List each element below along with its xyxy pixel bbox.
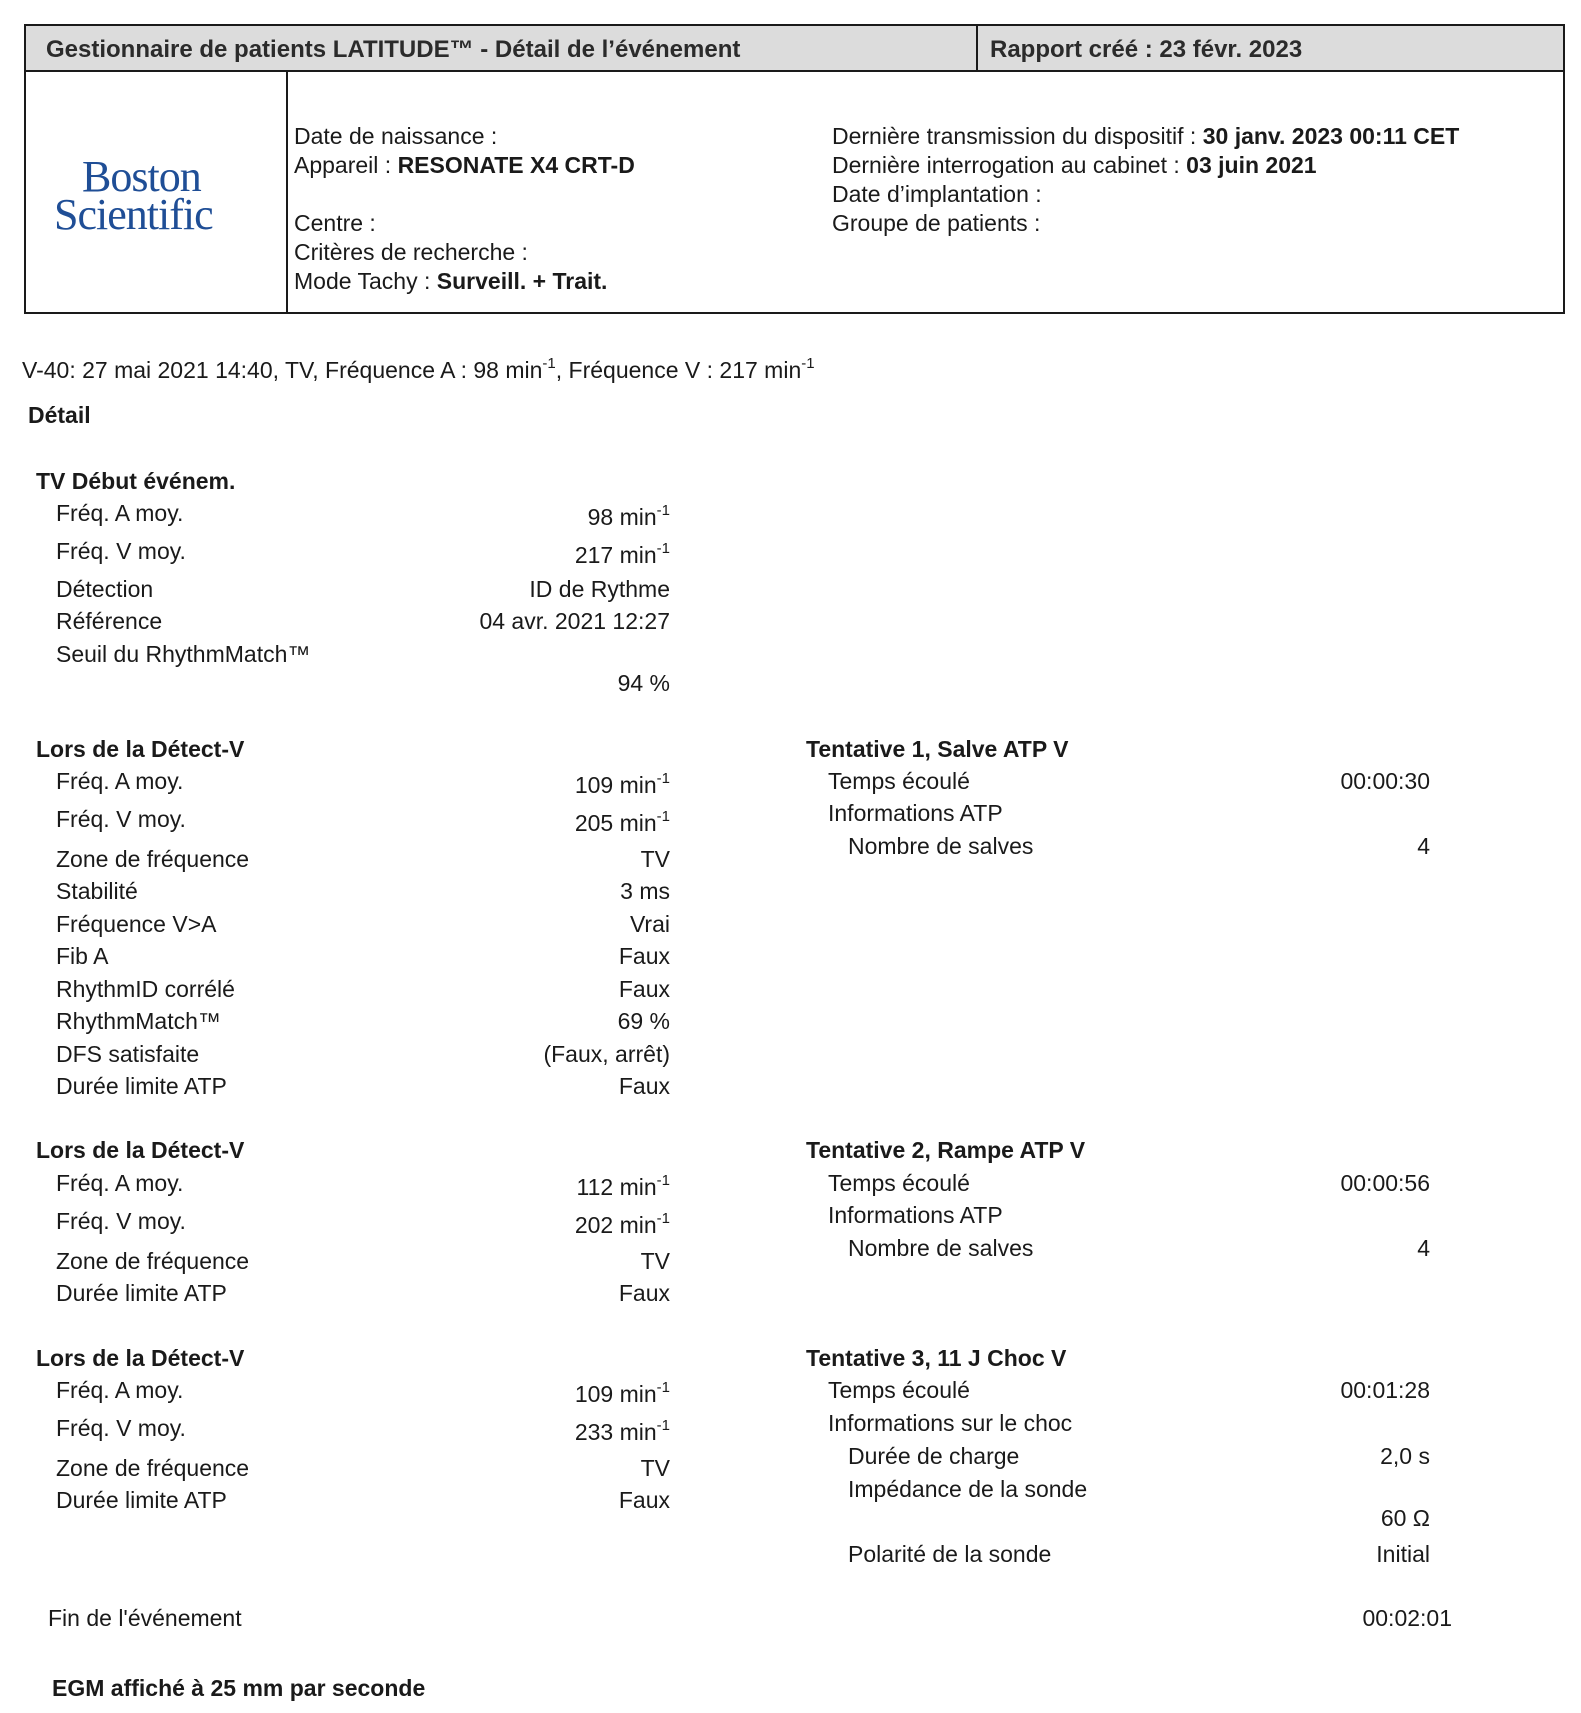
row-label: Informations sur le choc	[828, 1410, 1073, 1436]
end-event-label: Fin de l'événement	[48, 1605, 242, 1631]
header-bar	[26, 26, 1563, 72]
row-label: Fréq. A moy.	[56, 1170, 184, 1196]
end-event-value: 00:02:01	[1362, 1605, 1452, 1631]
row-label: Zone de fréquence	[56, 846, 250, 872]
row-label: Durée limite ATP	[56, 1487, 227, 1513]
row-value: 69 %	[617, 1008, 670, 1034]
section-detect1-title: Lors de la Détect-V	[36, 736, 245, 762]
row-value: 04 avr. 2021 12:27	[479, 608, 670, 634]
row-label: Fréq. V moy.	[56, 538, 186, 564]
patient-info-right	[832, 122, 1459, 238]
row-value: 3 ms	[620, 878, 670, 904]
row-value: Faux	[618, 976, 670, 1002]
center-row: Centre :	[294, 210, 376, 236]
row-value: Faux	[618, 1073, 670, 1099]
row-value: TV	[640, 1248, 670, 1274]
row-value: 00:00:30	[1340, 768, 1430, 794]
report-title: Gestionnaire de patients LATITUDE™ - Détail de l’événement	[46, 36, 741, 63]
row-label: Informations ATP	[828, 800, 1003, 826]
patient-info-left	[294, 122, 635, 296]
row-label: Fréq. A moy.	[56, 500, 184, 526]
section-attempt2-title: Tentative 2, Rampe ATP V	[806, 1137, 1086, 1163]
spacer-row	[294, 180, 635, 209]
row-value: 109 $\min^{-1}$	[574, 770, 670, 798]
row-label: Nombre de salves	[848, 833, 1034, 859]
device-row: Appareil : RESONATE X4 CRT-D	[294, 152, 635, 178]
row-value: TV	[640, 846, 670, 872]
row-value: 4	[1417, 833, 1430, 859]
tachy-mode-row: Mode Tachy : Surveill. + Trait.	[294, 268, 608, 294]
row-label: DFS satisfaite	[56, 1041, 200, 1067]
row-value: 00:00:56	[1340, 1170, 1430, 1196]
detail-heading: Détail	[28, 402, 91, 428]
row-label: Détection	[56, 576, 154, 602]
row-value: ID de Rythme	[529, 576, 670, 602]
row-value: Initial	[1376, 1541, 1430, 1567]
row-label: Fréquence V>A	[56, 911, 217, 937]
row-label: Fib A	[56, 943, 109, 969]
row-label: Fréq. V moy.	[56, 806, 186, 832]
header-divider	[976, 26, 978, 70]
row-value: 233 $\min^{-1}$	[574, 1417, 670, 1445]
row-label: RhythmMatch™	[56, 1008, 221, 1034]
implant-date-row: Date d’implantation :	[832, 181, 1042, 207]
last-interrogation-row: Dernière interrogation au cabinet : 03 juin 2021	[832, 152, 1317, 178]
row-value: 202 $\min^{-1}$	[574, 1210, 670, 1238]
row-label: Durée de charge	[848, 1443, 1020, 1469]
row-value: 60 Ω	[1380, 1505, 1430, 1531]
row-value: 4	[1417, 1235, 1430, 1261]
row-label: Zone de fréquence	[56, 1248, 250, 1274]
row-value: TV	[640, 1455, 670, 1481]
row-label: Stabilité	[56, 878, 138, 904]
row-label: Fréq. V moy.	[56, 1415, 186, 1441]
row-label: Temps écoulé	[828, 1377, 970, 1403]
row-value: Faux	[618, 1487, 670, 1513]
row-label: Fréq. A moy.	[56, 1377, 184, 1403]
report-header	[24, 24, 1565, 314]
row-label: Informations ATP	[828, 1202, 1003, 1228]
logo-box	[26, 72, 288, 314]
row-value: (Faux, arrêt)	[543, 1041, 670, 1067]
report-created-date: Rapport créé : 23 févr. 2023	[990, 36, 1303, 63]
patient-group-row: Groupe de patients :	[832, 210, 1041, 236]
row-label: Fréq. A moy.	[56, 768, 184, 794]
egm-note: EGM affiché à 25 mm par seconde	[52, 1675, 426, 1701]
row-value: Vrai	[629, 911, 670, 937]
row-label: Temps écoulé	[828, 768, 970, 794]
last-transmission-row: Dernière transmission du dispositif : 30 janv. 2023 00:11 CET	[832, 123, 1460, 149]
section-attempt1-title: Tentative 1, Salve ATP V	[806, 736, 1069, 762]
row-label: Temps écoulé	[828, 1170, 970, 1196]
section-detect3-title: Lors de la Détect-V	[36, 1345, 245, 1371]
row-value: Faux	[618, 943, 670, 969]
section-attempt3-title: Tentative 3, 11 J Choc V	[806, 1345, 1067, 1371]
row-value: 217 $\min^{-1}$	[574, 540, 670, 568]
row-label: Durée limite ATP	[56, 1073, 227, 1099]
row-label: Nombre de salves	[848, 1235, 1034, 1261]
row-label: Durée limite ATP	[56, 1280, 227, 1306]
row-value: Faux	[618, 1280, 670, 1306]
row-label: Fréq. V moy.	[56, 1208, 186, 1234]
row-value: 205 $\min^{-1}$	[574, 808, 670, 836]
section-start-title: TV Début événem.	[36, 468, 236, 494]
row-label: Impédance de la sonde	[848, 1476, 1088, 1502]
event-summary: V-40: 27 mai 2021 14:40, TV, Fréquence A : 98 $\min^{-1}$, Fréquence V : 217 $\min^{-1}$	[22, 355, 815, 383]
row-value: 2,0 s	[1380, 1443, 1430, 1469]
row-label: RhythmID corrélé	[56, 976, 235, 1002]
row-label: Référence	[56, 608, 163, 634]
section-detect2-title: Lors de la Détect-V	[36, 1137, 245, 1163]
row-value: 98 $\min^{-1}$	[587, 502, 670, 530]
boston-scientific-logo: Boston Scientific	[54, 152, 213, 239]
row-value: 112 $\min^{-1}$	[576, 1172, 670, 1200]
row-value: 109 $\min^{-1}$	[574, 1379, 670, 1407]
row-value: 94 %	[617, 670, 670, 696]
birth-date-row: Date de naissance :	[294, 123, 498, 149]
row-label: Seuil du RhythmMatch™	[56, 641, 311, 667]
row-label: Polarité de la sonde	[848, 1541, 1052, 1567]
search-criteria-row: Critères de recherche :	[294, 239, 528, 265]
row-value: 00:01:28	[1340, 1377, 1430, 1403]
row-label: Zone de fréquence	[56, 1455, 250, 1481]
